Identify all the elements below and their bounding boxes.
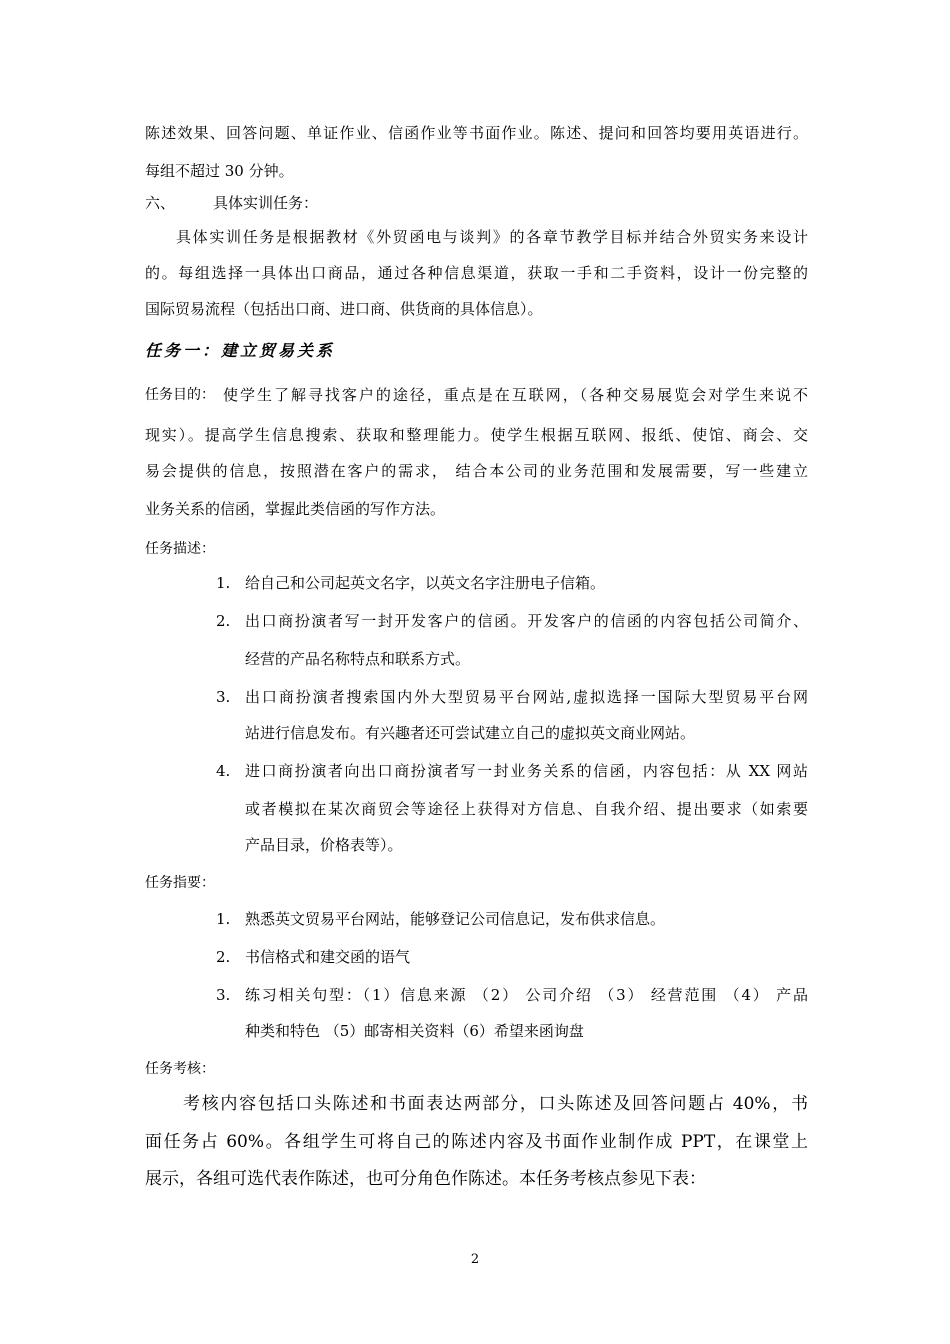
guide-label: 任务指要：	[145, 875, 215, 891]
assessment-line-3: 展示，各组可选代表作陈述，也可分角色作陈述。本任务考核点参见下表：	[145, 1169, 706, 1189]
purpose-line-3: 易会提供的信息，按照潜在客户的需求， 结合本公司的业务范围和发展需要，写一些建立	[145, 462, 808, 480]
guide-item-2-number: 2.	[216, 948, 231, 966]
purpose-label: 任务目的：	[145, 387, 215, 403]
description-item-4-line-2: 或者模拟在某次商贸会等途径上获得对方信息、自我介绍、提出要求（如索要	[245, 800, 808, 818]
purpose-line-1: 使学生了解寻找客户的途径，重点是在互联网，（各种交易展览会对学生来说不	[223, 386, 808, 404]
description-item-1-number: 1.	[216, 574, 231, 592]
guide-item-3-number: 3.	[216, 986, 231, 1004]
description-item-3-line-2: 站进行信息发布。有兴趣者还可尝试建立自己的虚拟英文商业网站。	[245, 724, 696, 742]
description-item-1-line-1: 给自己和公司起英文名字，以英文名字注册电子信箱。	[245, 574, 606, 592]
description-item-2-number: 2.	[216, 612, 231, 630]
assessment-label: 任务考核：	[145, 1061, 215, 1077]
purpose-line-2: 现实）。提高学生信息搜索、获取和整理能力。使学生根据互联网、报纸、使馆、商会、交	[145, 426, 808, 444]
guide-item-1-number: 1.	[216, 910, 231, 928]
intro-line-1: 陈述效果、回答问题、单证作业、信函作业等书面作业。陈述、提问和回答均要用英语进行。	[145, 124, 808, 142]
page-number: 2	[470, 1252, 480, 1267]
description-item-4-line-3: 产品目录，价格表等）。	[245, 836, 403, 854]
guide-item-2-line-1: 书信格式和建交函的语气	[245, 948, 411, 966]
task-1-title: 任务一：建立贸易关系	[145, 341, 336, 360]
guide-item-1-line-1: 熟悉英文贸易平台网站，能够登记公司信息记，发布供求信息。	[245, 910, 666, 928]
section-6-body-line-2: 的。每组选择一具体出口商品，通过各种信息渠道，获取一手和二手资料，设计一份完整的	[145, 264, 808, 282]
description-item-3-line-1: 出口商扮演者搜索国内外大型贸易平台网站,虚拟选择一国际大型贸易平台网	[245, 688, 808, 706]
description-item-2-line-2: 经营的产品名称特点和联系方式。	[245, 650, 471, 668]
description-item-2-line-1: 出口商扮演者写一封开发客户的信函。开发客户的信函的内容包括公司简介、	[245, 612, 808, 630]
description-item-4-number: 4.	[216, 762, 231, 780]
intro-line-2: 每组不超过 30 分钟。	[145, 162, 294, 180]
description-label: 任务描述：	[145, 541, 215, 557]
purpose-line-4: 业务关系的信函，掌握此类信函的写作方法。	[145, 500, 446, 518]
section-6-body-line-1: 具体实训任务是根据教材《外贸函电与谈判》的各章节教学目标并结合外贸实务来设计	[176, 228, 808, 246]
section-6-title: 具体实训任务：	[213, 194, 319, 212]
assessment-line-1: 考核内容包括口头陈述和书面表达两部分，口头陈述及回答问题占 40%，书	[183, 1094, 808, 1114]
description-item-3-number: 3.	[216, 688, 231, 706]
section-6-number: 六、	[145, 194, 176, 212]
description-item-4-line-1: 进口商扮演者向出口商扮演者写一封业务关系的信函，内容包括：从 XX 网站	[245, 762, 808, 780]
guide-item-3-line-2: 种类和特色 （5）邮寄相关资料（6）希望来函询盘	[245, 1022, 584, 1040]
guide-item-3-line-1: 练习相关句型：（1）信息来源 （2） 公司介绍 （3） 经营范围 （4） 产品	[245, 986, 808, 1004]
section-6-body-line-3: 国际贸易流程（包括出口商、进口商、供货商的具体信息）。	[145, 300, 543, 318]
assessment-line-2: 面任务占 60%。各组学生可将自己的陈述内容及书面作业制作成 PPT，在课堂上	[145, 1132, 808, 1152]
